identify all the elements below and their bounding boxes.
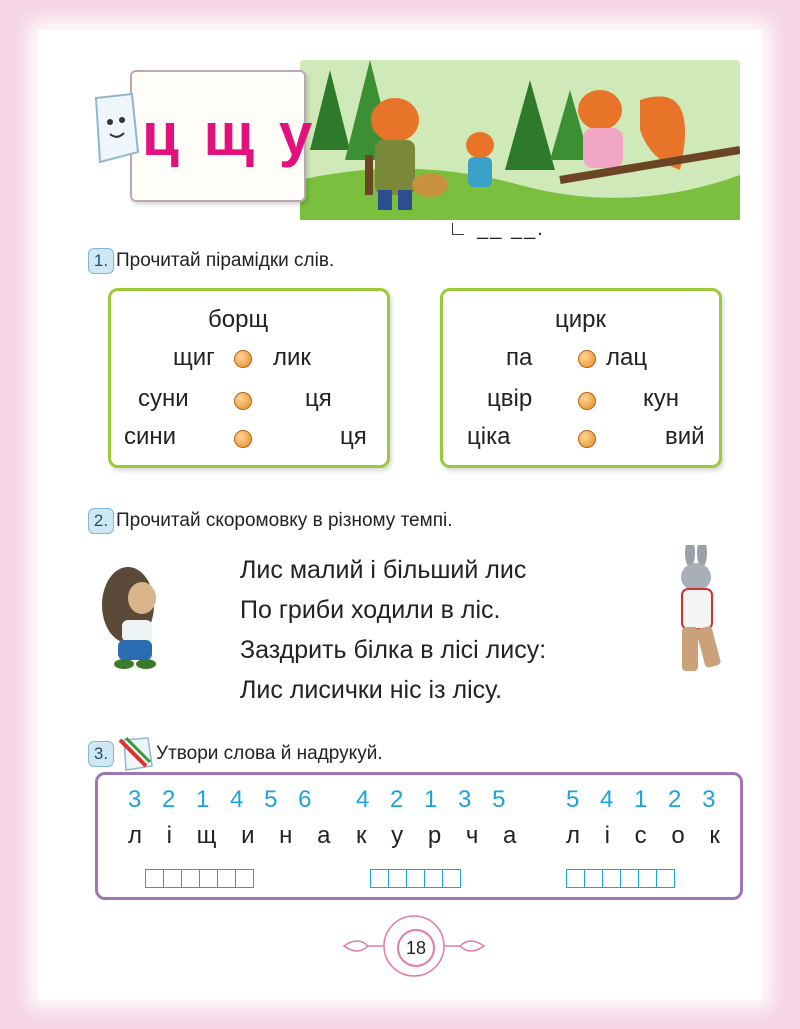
dot-marker: [234, 350, 252, 368]
answer-cell[interactable]: [656, 869, 675, 888]
poem-line: Заздрить білка в лісі лису:: [240, 636, 547, 664]
scrambled-letters: л і с о к: [566, 822, 729, 849]
pyramid-word: кун: [643, 385, 680, 412]
pyramid-word: суни: [138, 385, 189, 412]
pyramid-word: лик: [273, 344, 311, 371]
answer-cell[interactable]: [235, 869, 254, 888]
answer-cells[interactable]: [145, 869, 253, 888]
answer-cell[interactable]: [406, 869, 425, 888]
pyramid-word: ціка: [467, 423, 511, 450]
task-1-heading: [88, 248, 334, 274]
answer-cell[interactable]: [638, 869, 657, 888]
task-instruction: Прочитай пірамідки слів.: [116, 250, 335, 271]
poem-line: По гриби ходили в ліс.: [240, 596, 501, 624]
dot-marker: [578, 350, 596, 368]
answer-cell[interactable]: [566, 869, 585, 888]
answer-cell[interactable]: [584, 869, 603, 888]
answer-cells[interactable]: [566, 869, 674, 888]
answer-cells[interactable]: [370, 869, 460, 888]
dot-marker: [578, 430, 596, 448]
dot-marker: [234, 430, 252, 448]
letter-order-numbers: 3 2 1 4 5 6: [128, 786, 319, 813]
pyramid-word: ця: [340, 423, 367, 450]
lesson-letters: ц щ у: [142, 101, 317, 168]
answer-cell[interactable]: [620, 869, 639, 888]
dot-marker: [234, 392, 252, 410]
pyramid-word: ця: [305, 385, 332, 412]
hedgehog-illustration: [100, 560, 160, 670]
pyramid-top-word: цирк: [555, 306, 606, 333]
task-instruction: Прочитай скоромовку в різному темпі.: [116, 510, 453, 531]
forest-scene-illustration: [300, 60, 740, 220]
answer-cell[interactable]: [199, 869, 218, 888]
word-scheme: ∟ __ __.: [448, 218, 545, 240]
letter-order-numbers: 5 4 1 2 3: [566, 786, 723, 813]
tongue-twister: [240, 550, 546, 710]
task-instruction: Утвори слова й надрукуй.: [156, 743, 383, 764]
scrambled-letters: л і щ и н а: [128, 822, 340, 849]
answer-cell[interactable]: [163, 869, 182, 888]
answer-cell[interactable]: [217, 869, 236, 888]
pyramid-word: цвір: [487, 385, 533, 412]
pyramid-word: щиг: [173, 344, 215, 371]
answer-cell[interactable]: [145, 869, 164, 888]
poem-line: Лис малий і більший лис: [240, 556, 527, 584]
answer-cell[interactable]: [442, 869, 461, 888]
pyramid-word: па: [506, 344, 533, 371]
pyramid-word: сини: [124, 423, 177, 450]
task-2-heading: [88, 508, 452, 534]
answer-cell[interactable]: [424, 869, 443, 888]
pyramid-top-word: борщ: [208, 306, 269, 333]
answer-cell[interactable]: [388, 869, 407, 888]
answer-cell[interactable]: [181, 869, 200, 888]
paper-mascot-icon: [88, 92, 144, 166]
page-number: 18: [397, 929, 435, 967]
pyramid-word: вий: [665, 423, 705, 450]
task-number: 2.: [88, 508, 114, 534]
answer-cell[interactable]: [370, 869, 389, 888]
scrambled-letters: к у р ч а: [356, 822, 526, 849]
hare-illustration: [660, 545, 740, 685]
task-number: 3.: [88, 741, 114, 767]
pencil-paper-icon: [116, 736, 156, 772]
answer-cell[interactable]: [602, 869, 621, 888]
pyramid-word: лац: [606, 344, 648, 371]
poem-line: Лис лисички ніс із лісу.: [240, 676, 503, 704]
dot-marker: [578, 392, 596, 410]
task-number: 1.: [88, 248, 114, 274]
letter-order-numbers: 4 2 1 3 5: [356, 786, 513, 813]
task-3-heading: [88, 736, 383, 772]
